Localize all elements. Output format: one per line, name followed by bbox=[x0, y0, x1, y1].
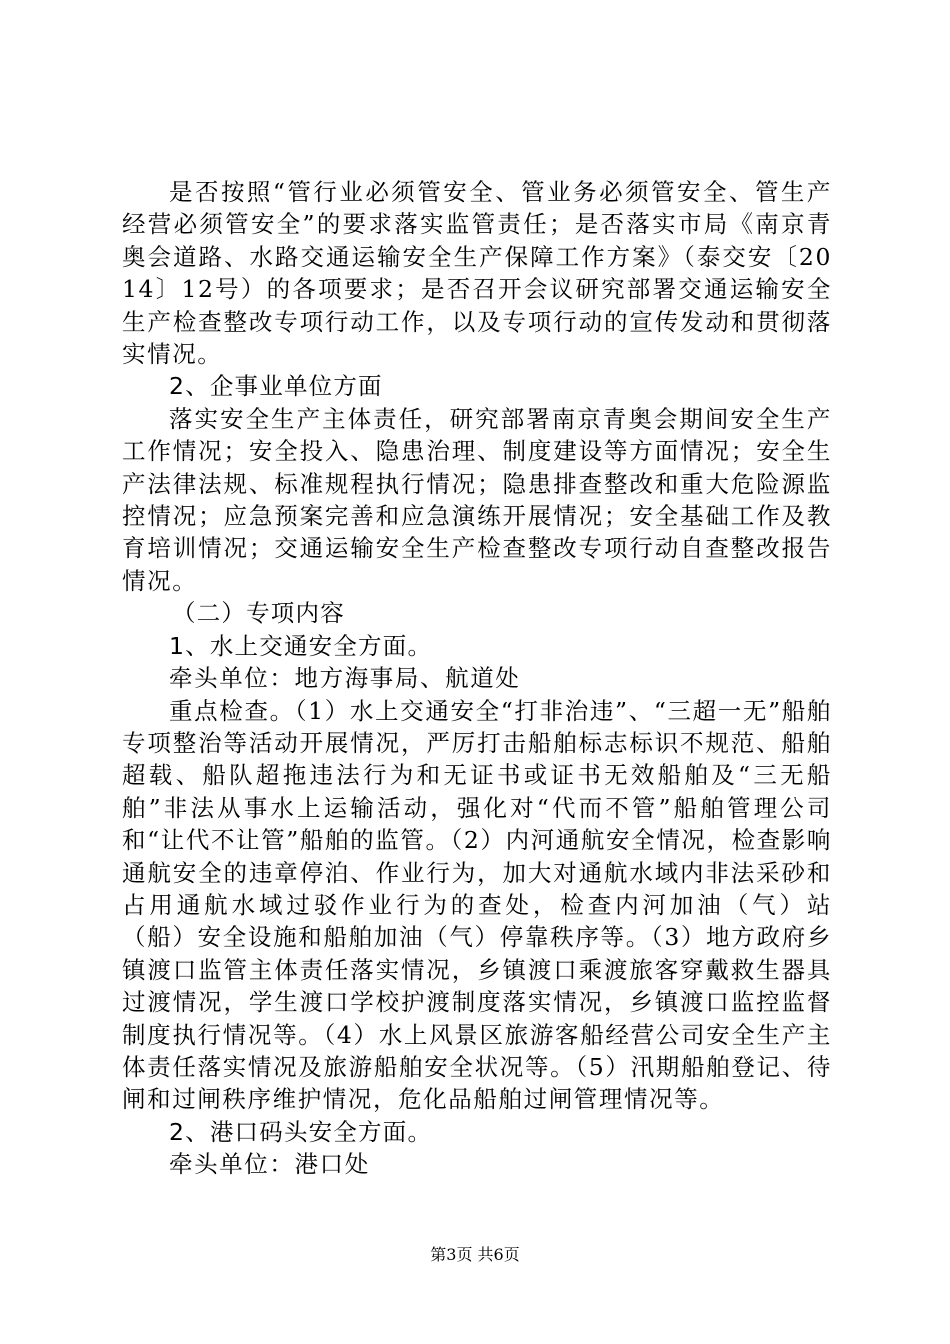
heading-enterprises: 2、企事业单位方面 bbox=[169, 372, 383, 401]
paragraph-supervision-responsibility: 是否按照“管行业必须管安全、管业务必须管安全、管生产经营必须管安全”的要求落实监管责任；是否落实市局《南京青奥会道路、水路交通运输安全生产保障工作方案》（泰交安〔2014〕12号）的各项要求；是否召开会议研究部署交通运输安全生产检查整改专项行动工作，以及专项行动的宣传发动和贯彻落实情况。 bbox=[122, 178, 832, 369]
lead-unit-water-traffic: 牵头单位：地方海事局、航道处 bbox=[169, 664, 521, 693]
section-heading-special-content: （二）专项内容 bbox=[172, 599, 345, 628]
heading-port-terminal: 2、港口码头安全方面。 bbox=[169, 1117, 433, 1146]
page-footer: 第3页 共6页 bbox=[430, 1245, 520, 1264]
paragraph-key-inspections: 重点检查。（1）水上交通安全“打非治违”、“三超一无”船舶专项整治等活动开展情况，严厉打击船舶标志标识不规范、船舶超载、船队超拖违法行为和无证书或证书无效船舶及“三无船舶”非法从事水上运输活动，强化对“代而不管”船舶管理公司和“让代不让管”船舶的监管。（2）内河通航安全情况，检查影响通航安全的违章停泊、作业行为，加大对通航水域内非法采砂和占用通航水域过驳作业行为的查处，检查内河加油（气）站（船）安全设施和船舶加油（气）停靠秩序等。（3）地方政府乡镇渡口监管主体责任落实情况，乡镇渡口乘渡旅客穿戴救生器具过渡情况，学生渡口学校护渡制度落实情况，乡镇渡口监控监督制度执行情况等。（4）水上风景区旅游客船经营公司安全生产主体责任落实情况及旅游船舶安全状况等。（5）汛期船舶登记、待闸和过闸秩序维护情况，危化品船舶过闸管理情况等。 bbox=[122, 696, 832, 1114]
lead-unit-port: 牵头单位：港口处 bbox=[169, 1150, 370, 1179]
heading-water-traffic: 1、水上交通安全方面。 bbox=[169, 631, 433, 660]
document-body bbox=[122, 176, 832, 1181]
paragraph-enterprises: 落实安全生产主体责任，研究部署南京青奥会期间安全生产工作情况；安全投入、隐患治理、制度建设等方面情况；安全生产法律法规、标准规程执行情况；隐患排查整改和重大危险源监控情况；应急预案完善和应急演练开展情况；安全基础工作及教育培训情况；交通运输安全生产检查整改专项行动自查整改报告情况。 bbox=[122, 404, 832, 595]
